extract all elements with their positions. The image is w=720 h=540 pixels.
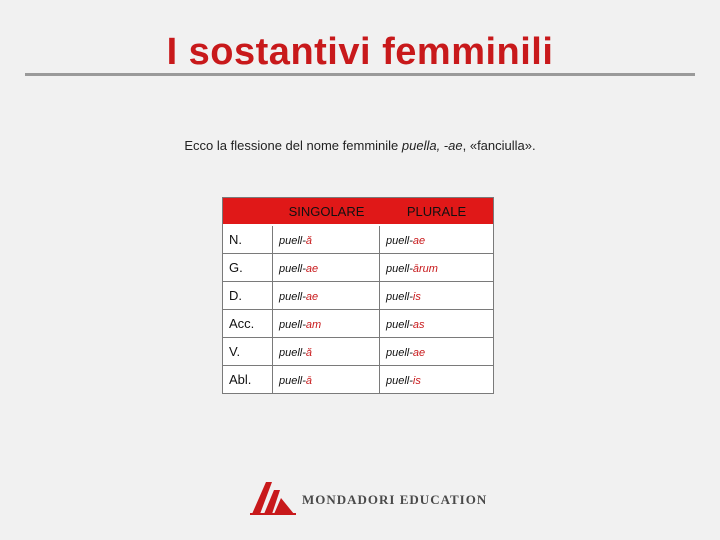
ending: ae <box>412 346 426 359</box>
ending: ae <box>412 234 426 247</box>
ending: ae <box>305 290 319 303</box>
intro-after: , «fanciulla». <box>462 138 536 153</box>
declension-table <box>222 197 494 394</box>
ending: ārum <box>412 262 438 275</box>
intro-before: Ecco la flessione del nome femminile <box>184 138 402 153</box>
ending: ă <box>305 234 313 247</box>
plural-form <box>380 310 493 338</box>
stem: puell- <box>386 290 413 303</box>
singular-form <box>273 310 380 338</box>
ending: ae <box>305 262 319 275</box>
table-row <box>223 366 493 393</box>
intro-word: puella, -ae <box>401 138 463 153</box>
case-label: Abl. <box>223 366 273 393</box>
ending: as <box>412 318 425 331</box>
stem: puell- <box>386 346 413 359</box>
table-row <box>223 254 493 282</box>
table-row <box>223 282 493 310</box>
stem: puell- <box>279 374 306 387</box>
publisher-logo <box>250 482 487 518</box>
table-row <box>223 310 493 338</box>
header-plural: PLURALE <box>380 198 493 226</box>
ending: is <box>412 290 421 303</box>
table-header-row <box>223 198 493 226</box>
case-label: Acc. <box>223 310 273 338</box>
singular-form <box>273 226 380 254</box>
plural-form <box>380 338 493 366</box>
plural-form <box>380 226 493 254</box>
stem: puell- <box>279 234 306 247</box>
stem: puell- <box>386 318 413 331</box>
plural-form <box>380 282 493 310</box>
mondadori-a-icon <box>250 480 296 521</box>
ending: am <box>305 318 322 331</box>
table-row <box>223 338 493 366</box>
ending: ă <box>305 346 313 359</box>
stem: puell- <box>279 318 306 331</box>
header-singular: SINGOLARE <box>273 198 380 226</box>
case-label: V. <box>223 338 273 366</box>
stem: puell- <box>386 262 413 275</box>
case-label: G. <box>223 254 273 282</box>
header-case <box>223 198 273 226</box>
ending: is <box>412 374 421 387</box>
case-label: D. <box>223 282 273 310</box>
singular-form <box>273 338 380 366</box>
stem: puell- <box>386 374 413 387</box>
page-title: I sostantivi femminili <box>166 31 554 73</box>
stem: puell- <box>279 262 306 275</box>
table-row <box>223 226 493 254</box>
stem: puell- <box>279 346 306 359</box>
ending: ā <box>305 374 313 387</box>
logo-text: MONDADORI EDUCATION <box>302 492 488 507</box>
plural-form <box>380 254 493 282</box>
plural-form <box>380 366 493 393</box>
intro-text <box>0 138 720 153</box>
singular-form <box>273 282 380 310</box>
case-label: N. <box>223 226 273 254</box>
title-divider <box>25 73 695 76</box>
singular-form <box>273 366 380 393</box>
stem: puell- <box>386 234 413 247</box>
stem: puell- <box>279 290 306 303</box>
singular-form <box>273 254 380 282</box>
